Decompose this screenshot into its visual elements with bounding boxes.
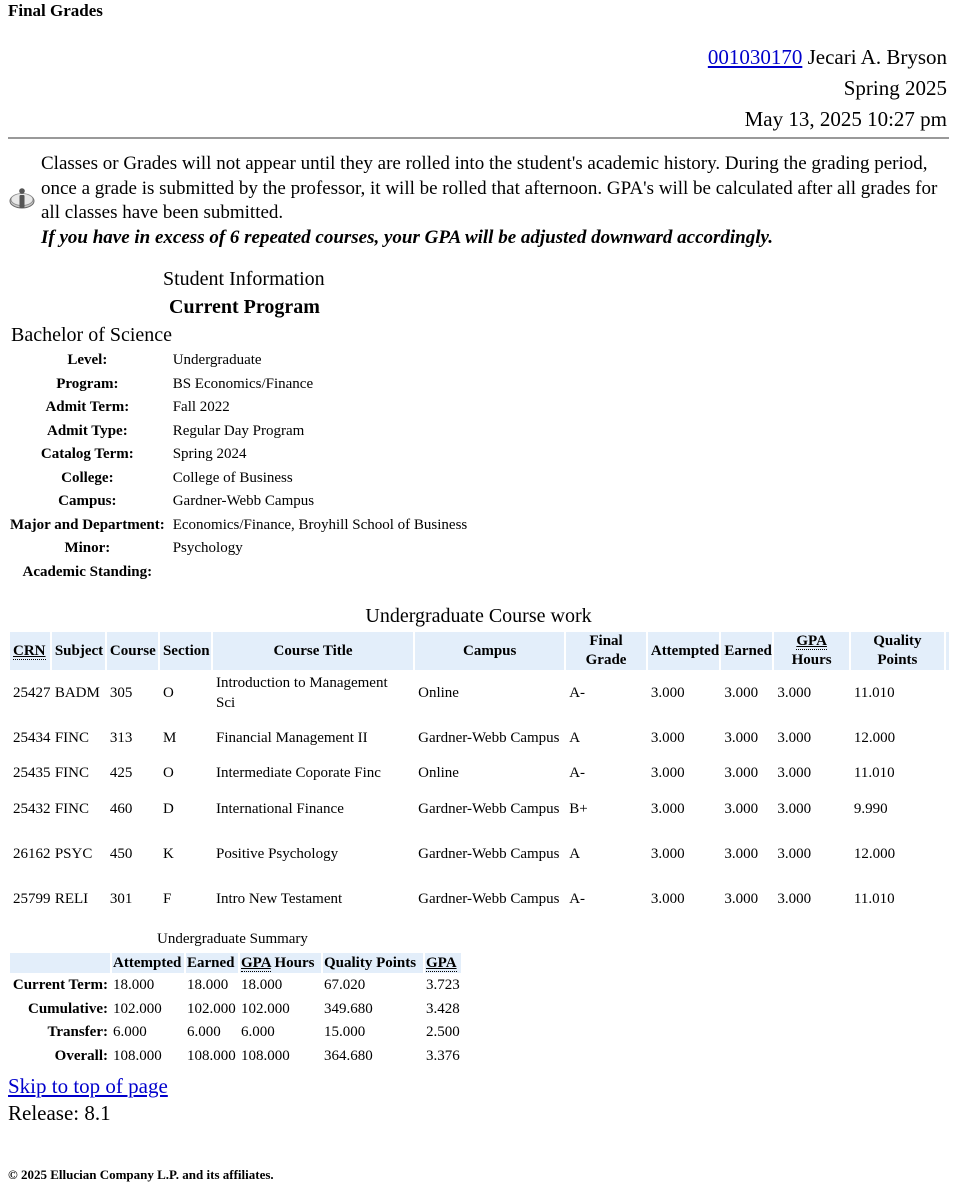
campus-cell: Gardner-Webb Campus [418,890,560,907]
quality-points-cell: 11.010 [853,765,895,782]
field-label: Academic Standing: [22,563,153,580]
field-value: BS Economics/Finance [172,375,314,392]
subject-cell: FINC [54,729,89,746]
student-info-row [8,373,469,397]
subject-cell: FINC [54,765,89,782]
summary-row-label: Overall: [54,1047,108,1064]
subject-header: Subject [52,632,105,670]
student-info-row [8,514,469,538]
summary-attempted-cell: 6.000 [113,1024,147,1041]
earned-cell: 3.000 [724,684,759,701]
summary-gpa-hours-cell: 102.000 [241,1000,290,1017]
crn-cell: 25435 [13,765,51,782]
gpa-hours-cell: 3.000 [777,765,812,782]
timestamp: May 13, 2025 10:27 pm [744,107,947,131]
attempted-header: Attempted [648,632,719,670]
section-cell: F [162,890,172,907]
field-label: Catalog Term: [40,446,134,463]
campus-cell: Online [418,765,459,782]
field-value: Spring 2024 [172,446,247,463]
campus-cell: Online [418,684,459,701]
attempted-cell: 3.000 [650,684,685,701]
subject-cell: BADM [54,684,100,701]
notice-message: Classes or Grades will not appear until they are rolled into the student's academic history. During the grading period, once a grade is submitted by the professor, it will be rolled that afternoon. GPA's will be calculated after all grades for all classes have been submitted. [41,153,938,223]
course-row [10,762,949,786]
summary-attempted-cell: 108.000 [113,1047,162,1064]
current-program-title: Current Program [169,296,320,318]
summary-attempted-header: Attempted [112,953,184,973]
field-value: College of Business [172,469,293,486]
attempted-cell: 3.000 [650,765,685,782]
student-info-row [8,396,469,420]
final-grade-cell: B+ [569,800,588,817]
summary-gpa-abbr: GPA [241,954,271,971]
subject-cell: RELI [54,890,89,907]
course-title-cell: Introduction to Management Sci [216,675,388,711]
section-cell: D [162,800,174,817]
field-value: Undergraduate [172,352,262,369]
crn-cell: 26162 [13,845,51,862]
section-header: Section [160,632,211,670]
summary-gpa-hours-cell: 18.000 [241,977,283,994]
crn-cell: 25799 [13,890,51,907]
header-divider [8,137,949,139]
attempted-cell: 3.000 [650,729,685,746]
summary-gpa-header-text: GPA [426,954,457,971]
gpa-hours-cell: 3.000 [777,845,812,862]
release-version: Release: 8.1 [8,1101,111,1125]
course-title-cell: Financial Management II [216,729,368,746]
field-label: Program: [56,375,119,392]
gpa-hours-cell: 3.000 [777,890,812,907]
info-icon [9,186,35,212]
student-info-table [8,349,469,584]
campus-cell: Gardner-Webb Campus [418,800,560,817]
summary-gpa-cell: 2.500 [426,1024,460,1041]
earned-cell: 3.000 [724,845,759,862]
page-title: Final Grades [8,1,103,20]
final-grade-cell: A- [569,765,586,782]
quality-points-cell: 12.000 [853,845,896,862]
quality-points-cell: 11.010 [853,890,895,907]
field-label: Admit Term: [45,399,130,416]
quality-points-header-line1: Quality [873,633,922,649]
field-value: Economics/Finance, Broyhill School of Business [172,516,468,533]
final-grade-cell: A [569,729,581,746]
field-label: Major and Department: [10,516,165,533]
student-info-row [8,349,469,373]
summary-quality-points-cell: 15.000 [324,1024,366,1041]
course-row [10,833,949,876]
summary-quality-points-cell: 67.020 [324,977,366,994]
final-grade-header-line1: Final [589,633,623,649]
quality-points-cell: 11.010 [853,684,895,701]
earned-cell: 3.000 [724,765,759,782]
section-cell: K [162,845,174,862]
field-value [167,561,470,585]
quality-points-header [851,632,944,670]
student-info-title: Student Information [163,268,325,290]
course-cell: 425 [109,765,133,782]
earned-cell: 3.000 [724,800,759,817]
course-title-cell: Intro New Testament [216,890,343,907]
campus-cell: Gardner-Webb Campus [418,845,560,862]
student-info-row [8,467,469,491]
course-row [10,672,949,715]
student-identity [708,42,947,135]
grades-notice [41,152,946,250]
row-spacer [946,717,949,760]
gpa-hours-header [774,632,849,670]
summary-quality-points-cell: 364.680 [324,1047,373,1064]
crn-cell: 25427 [13,684,51,701]
summary-quality-points-cell: 349.680 [324,1000,373,1017]
summary-gpa-header [425,953,461,973]
quality-points-cell: 12.000 [853,729,896,746]
course-cell: 305 [109,684,133,701]
summary-quality-points-header: Quality Points [323,953,423,973]
summary-header-blank [10,953,110,973]
summary-row-label: Cumulative: [28,1000,108,1017]
row-spacer [946,788,949,831]
field-label: College: [61,469,114,486]
student-info-row [8,420,469,444]
summary-row [10,1022,461,1044]
gpa-hours-cell: 3.000 [777,684,812,701]
summary-attempted-cell: 18.000 [113,977,155,994]
row-spacer [946,762,949,786]
student-info-row [8,443,469,467]
campus-header: Campus [415,632,564,670]
crn-cell: 25432 [13,800,51,817]
coursework-table [8,630,951,923]
subject-cell: PSYC [54,845,93,862]
copyright: © 2025 Ellucian Company L.P. and its affiliates. [8,1167,274,1182]
student-info-row [8,537,469,561]
campus-cell: Gardner-Webb Campus [418,729,560,746]
summary-row [10,975,461,997]
field-label: Level: [67,352,108,369]
quality-points-header-line2: Points [877,652,918,668]
summary-gpa-cell: 3.376 [426,1047,460,1064]
course-row [10,878,949,921]
coursework-title: Undergraduate Course work [365,605,592,627]
summary-earned-header: Earned [186,953,238,973]
course-title-cell: Intermediate Coporate Finc [216,765,381,782]
gpa-hours-header-line2: Hours [791,652,832,668]
course-header: Course [107,632,158,670]
crn-cell: 25434 [13,729,51,746]
header-spacer [946,632,949,670]
field-value: Gardner-Webb Campus [172,493,315,510]
summary-row [10,1046,461,1068]
skip-to-top-link[interactable]: Skip to top of page [8,1074,168,1098]
course-title-cell: International Finance [216,800,344,817]
course-cell: 313 [109,729,133,746]
student-name: Jecari A. Bryson [807,45,947,69]
quality-points-cell: 9.990 [853,800,888,817]
summary-gpa-hours-cell: 6.000 [241,1024,275,1041]
summary-gpa-cell: 3.723 [426,977,460,994]
student-id-link[interactable]: 001030170 [707,45,803,69]
summary-table [8,951,463,1069]
summary-gpa-hours-header [240,953,321,973]
summary-hours-word: Hours [270,954,315,971]
crn-header: CRN [13,642,46,659]
attempted-cell: 3.000 [650,800,685,817]
summary-row [10,999,461,1021]
summary-earned-cell: 18.000 [187,977,229,994]
course-row [10,788,949,831]
row-spacer [946,878,949,921]
section-cell: M [162,729,177,746]
earned-cell: 3.000 [724,729,759,746]
course-cell: 301 [109,890,133,907]
field-value: Psychology [172,540,243,557]
summary-header-row [10,953,461,973]
course-row [10,717,949,760]
course-cell: 460 [109,800,133,817]
student-info-row [8,490,469,514]
attempted-cell: 3.000 [650,890,685,907]
course-title-cell: Positive Psychology [216,845,339,862]
summary-earned-cell: 108.000 [187,1047,236,1064]
final-grade-cell: A- [569,890,586,907]
field-label: Admit Type: [47,422,128,439]
course-title-header: Course Title [213,632,413,670]
row-spacer [946,833,949,876]
final-grade-cell: A [569,845,581,862]
coursework-header-row [10,632,949,670]
field-value: Fall 2022 [172,399,230,416]
final-grade-cell: A- [569,684,586,701]
summary-earned-cell: 6.000 [187,1024,221,1041]
student-info-row [8,561,469,585]
field-value: Regular Day Program [172,422,305,439]
row-spacer [946,672,949,715]
section-cell: O [162,684,174,701]
attempted-cell: 3.000 [650,845,685,862]
term-label: Spring 2025 [843,76,947,100]
notice-warning: If you have in excess of 6 repeated courses, your GPA will be adjusted downward accordingly. [41,226,774,248]
earned-header: Earned [721,632,772,670]
field-label: Campus: [58,493,117,510]
summary-row-label: Current Term: [12,977,108,994]
subject-cell: FINC [54,800,89,817]
gpa-hours-cell: 3.000 [777,800,812,817]
program-name: Bachelor of Science [11,324,173,346]
gpa-hours-header-line1: GPA [796,633,827,649]
earned-cell: 3.000 [724,890,759,907]
final-grade-header [566,632,646,670]
gpa-hours-cell: 3.000 [777,729,812,746]
field-label: Minor: [64,540,111,557]
final-grade-header-line2: Grade [585,652,627,668]
section-cell: O [162,765,174,782]
summary-row-label: Transfer: [47,1024,108,1041]
summary-title: Undergraduate Summary [157,931,308,947]
summary-attempted-cell: 102.000 [113,1000,162,1017]
summary-gpa-hours-cell: 108.000 [241,1047,290,1064]
summary-gpa-cell: 3.428 [426,1000,460,1017]
course-cell: 450 [109,845,133,862]
summary-earned-cell: 102.000 [187,1000,236,1017]
